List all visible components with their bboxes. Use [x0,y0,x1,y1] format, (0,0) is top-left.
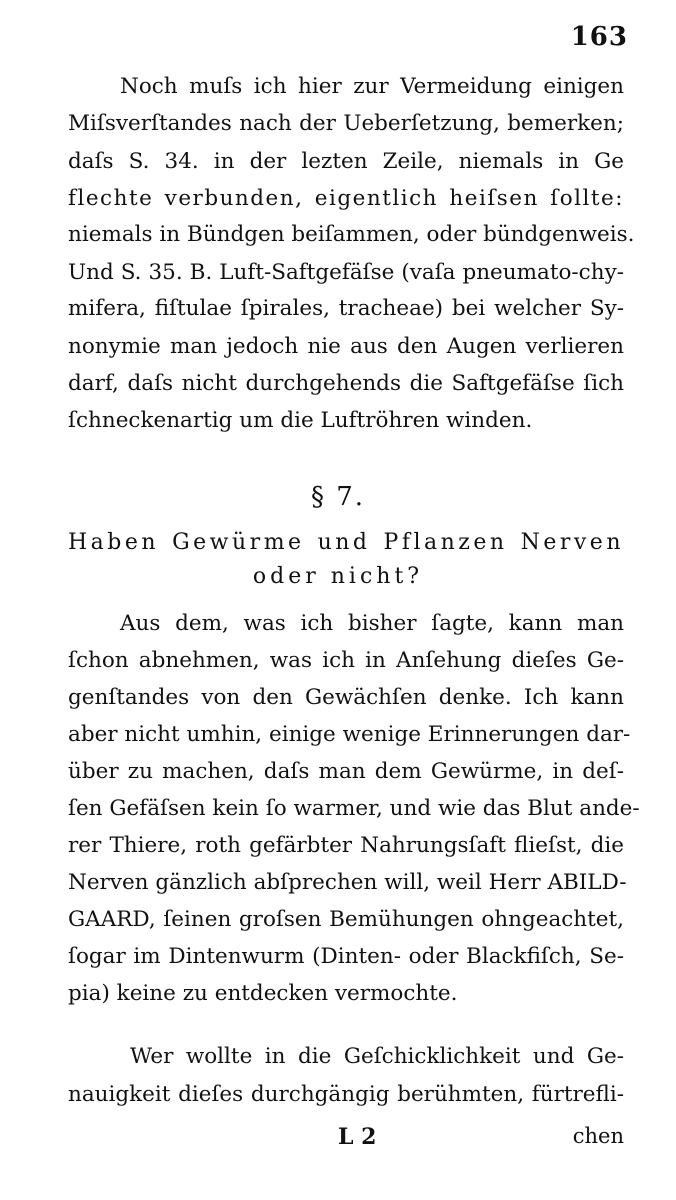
paragraph-1-line: nonymie man jedoch nie aus den Augen verlieren [68,334,624,359]
paragraph-1-line: Miſsverſtandes nach der Ueberſetzung, bemerken; [68,111,624,136]
page-number: 163 [570,22,628,52]
paragraph-2-line: pia) keine zu entdecken vermochte. [68,981,458,1006]
section-number: § 7. [310,482,366,512]
paragraph-2-line: Aus dem, was ich bisher ſagte, kann man [120,611,624,636]
section-title-line-1: Haben Gewürme und Pflanzen Nerven [68,530,624,555]
paragraph-1-line: Und S. 35. B. Luft-Saftgefäſse (vaſa pneumato-chy- [68,260,624,285]
paragraph-1-line: niemals in Bündgen beiſammen, oder bündgenweis. [68,222,635,247]
paragraph-1-line: ſchneckenartig um die Luftröhren winden. [68,408,533,433]
paragraph-2-line: genſtandes von den Gewächſen denke. Ich kann [68,685,624,710]
paragraph-3-line: nauigkeit dieſes durchgängig berühmten, fürtrefli- [68,1082,624,1107]
paragraph-1-line: Noch muſs ich hier zur Vermeidung einigen [120,74,624,99]
paragraph-2-line: ſen Gefäſsen kein ſo warmer, und wie das Blut ande- [68,796,640,821]
signature-mark: L 2 [338,1124,377,1150]
paragraph-2-line: über zu machen, daſs man dem Gewürme, in deſ- [68,759,624,784]
section-title-line-2: oder nicht? [252,564,424,589]
paragraph-2-line: aber nicht umhin, einige wenige Erinnerungen dar- [68,722,631,747]
paragraph-2-line: GAARD, ſeinen groſsen Bemühungen ohngeachtet, [68,907,624,932]
paragraph-2-line: Nerven gänzlich abſprechen will, weil Herr ABILD- [68,870,627,895]
paragraph-1-line: darf, daſs nicht durchgehends die Saftgefäſse ſich [68,371,624,396]
paragraph-1-line: mifera, fiſtulae ſpirales, tracheae) bei welcher Sy- [68,296,624,321]
paragraph-2-line: ſogar im Dintenwurm (Dinten- oder Blackfiſch, Se- [68,944,624,969]
paragraph-1-line: flechte verbunden, eigentlich heiſsen ſollte: [68,186,624,211]
paragraph-3-line: Wer wollte in die Geſchicklichkeit und Ge- [130,1044,624,1069]
paragraph-2-line: rer Thiere, roth gefärbter Nahrungsſaft flieſst, die [68,833,624,858]
paragraph-1-line: daſs S. 34. in der lezten Zeile, niemals in Ge [68,149,624,174]
catchword: chen [572,1124,624,1148]
paragraph-2-line: ſchon abnehmen, was ich in Anſehung dieſes Ge- [68,648,624,673]
